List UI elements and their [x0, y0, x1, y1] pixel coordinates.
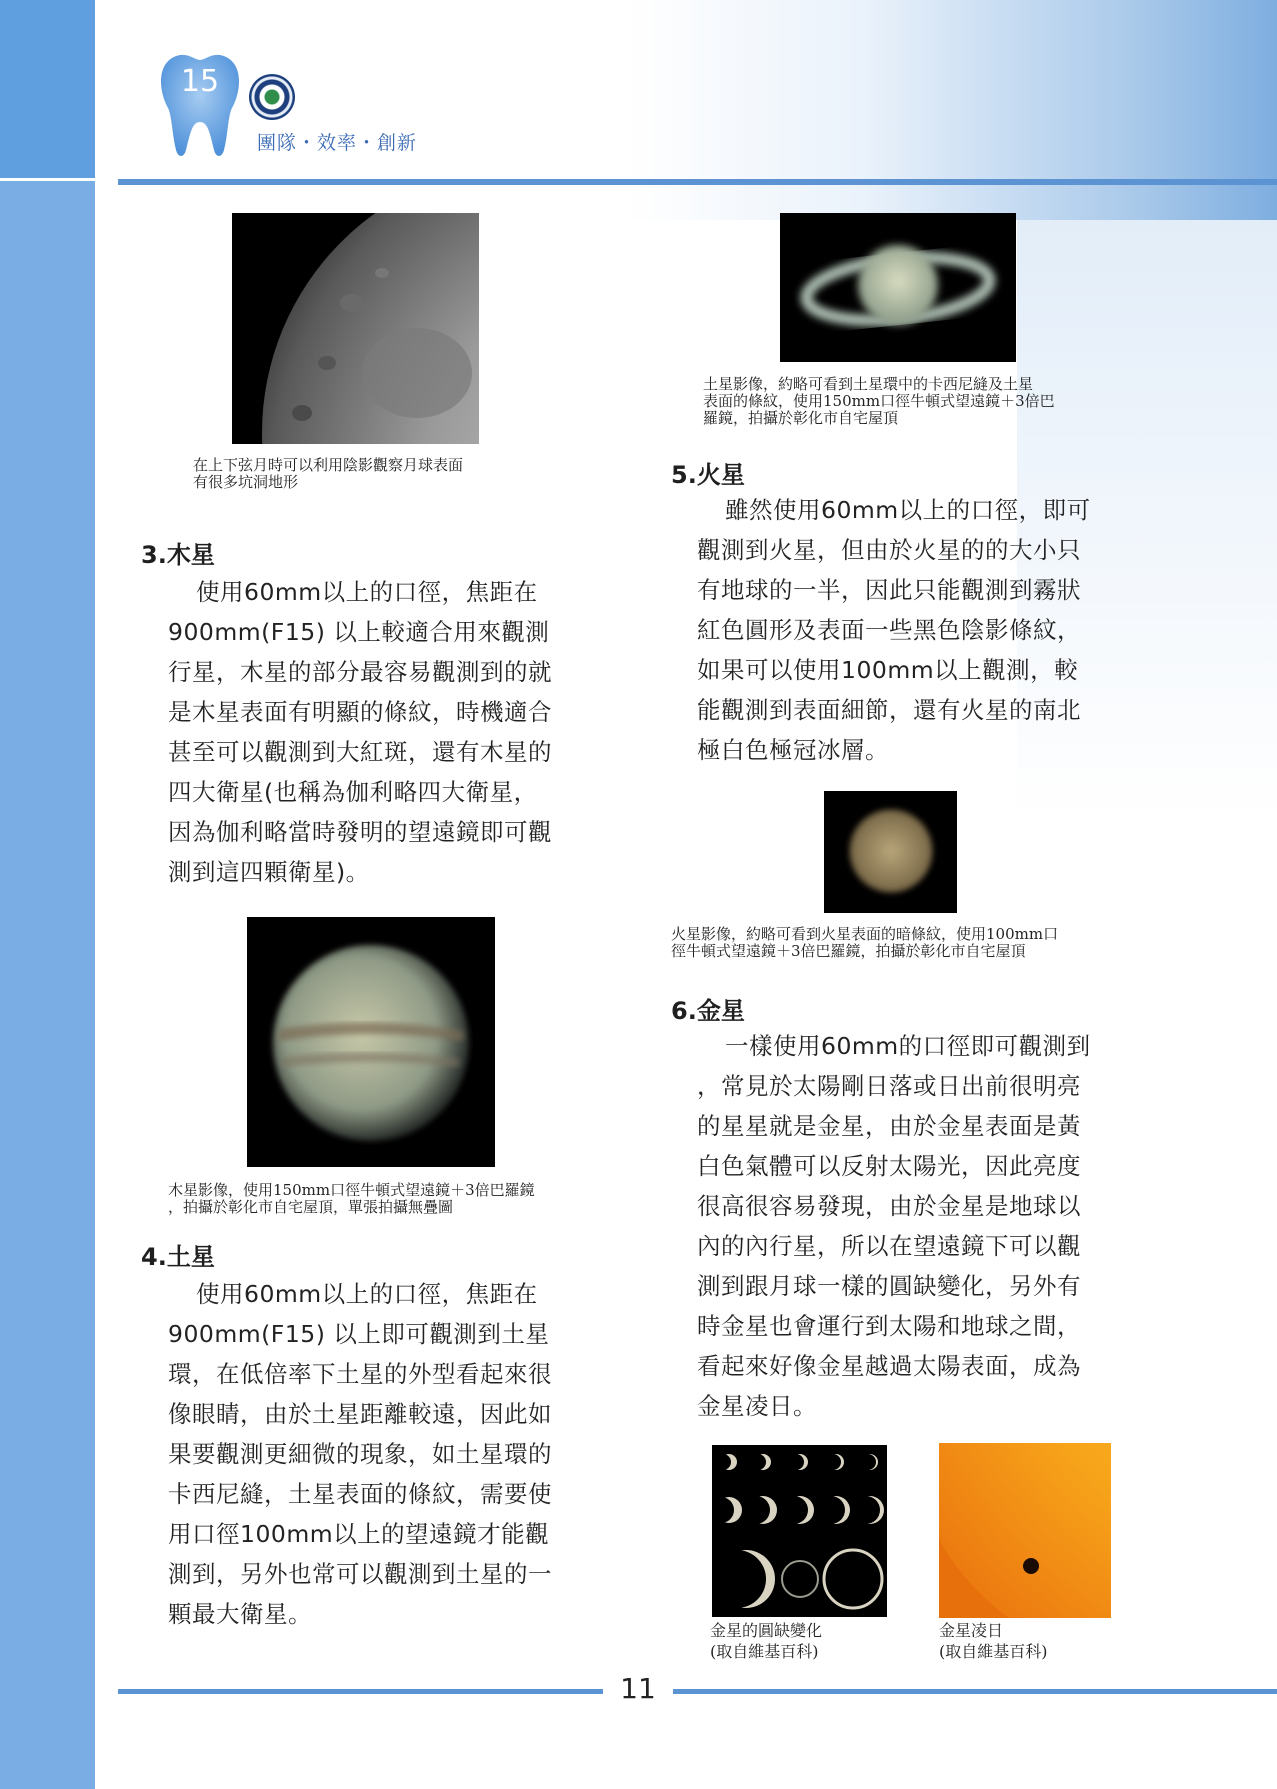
caption-line: 金星凌日: [939, 1621, 1004, 1640]
paragraph-line: 一樣使用60mm的口徑即可觀測到: [725, 1032, 1091, 1060]
caption-line: 徑牛頓式望遠鏡＋3倍巴羅鏡，拍攝於彰化市自宅屋頂: [671, 942, 1026, 960]
caption-line: (取自維基百科): [710, 1642, 819, 1661]
paragraph-line: 觀測到火星，但由於火星的的大小只: [697, 536, 1081, 564]
mars-caption: [671, 926, 1058, 960]
paragraph-line: 金星凌日。: [697, 1392, 817, 1420]
mars-heading: 5.火星: [671, 461, 745, 489]
jupiter-heading: 3.木星: [141, 541, 215, 569]
slogan: 團隊・效率・創新: [257, 132, 418, 154]
paragraph-line: 使用60mm以上的口徑，焦距在: [196, 578, 538, 606]
organization-logo: [249, 74, 295, 120]
paragraph-line: 900mm(F15) 以上較適合用來觀測: [168, 618, 550, 646]
left-margin-band: [0, 0, 95, 1789]
caption-line: 金星的圓缺變化: [710, 1621, 823, 1640]
header-rule: [118, 179, 1277, 185]
paragraph-line: 紅色圓形及表面一些黑色陰影條紋，: [697, 616, 1081, 644]
venus-heading: 6.金星: [671, 997, 745, 1025]
paragraph-line: 像眼睛，由於土星距離較遠，因此如: [168, 1400, 552, 1428]
saturn-caption: [703, 376, 1055, 427]
paragraph-line: 測到跟月球一樣的圓缺變化，另外有: [697, 1272, 1081, 1300]
paragraph-line: 雖然使用60mm以上的口徑，即可: [725, 496, 1091, 524]
paragraph-line: 能觀測到表面細節，還有火星的南北: [697, 696, 1081, 724]
paragraph-line: 顆最大衛星。: [168, 1600, 312, 1628]
saturn-heading: 4.土星: [141, 1243, 215, 1271]
jupiter-photo: [247, 917, 495, 1167]
mars-paragraph: [697, 490, 1091, 770]
caption-line: 火星影像，約略可看到火星表面的暗條紋，使用100mm口: [671, 925, 1059, 943]
paragraph-line: 因為伽利略當時發明的望遠鏡即可觀: [168, 818, 552, 846]
footer-rule-left: [118, 1689, 603, 1694]
mars-photo: [824, 791, 957, 913]
page-number: 11: [620, 1672, 656, 1705]
chapter-number: 15: [180, 64, 220, 99]
paragraph-line: 很高很容易發現，由於金星是地球以: [697, 1192, 1081, 1220]
caption-line: 木星影像，使用150mm口徑牛頓式望遠鏡＋3倍巴羅鏡: [168, 1181, 535, 1199]
jupiter-caption: [168, 1182, 535, 1216]
paragraph-line: 900mm(F15) 以上即可觀測到土星: [168, 1320, 550, 1348]
saturn-paragraph: [168, 1274, 552, 1634]
paragraph-line: 有地球的一半，因此只能觀測到霧狀: [697, 576, 1081, 604]
paragraph-line: 白色氣體可以反射太陽光，因此亮度: [697, 1152, 1081, 1180]
jupiter-paragraph: [168, 572, 552, 892]
paragraph-line: 四大衛星(也稱為伽利略四大衛星，: [168, 778, 538, 806]
paragraph-line: 測到，另外也常可以觀測到土星的一: [168, 1560, 552, 1588]
caption-line: 羅鏡，拍攝於彰化市自宅屋頂: [703, 409, 899, 427]
caption-line: 在上下弦月時可以利用陰影觀察月球表面: [193, 456, 464, 474]
paragraph-line: 卡西尼縫，土星表面的條紋，需要使: [168, 1480, 552, 1508]
footer-rule-right: [673, 1689, 1277, 1694]
venus-phases-caption: [710, 1620, 822, 1662]
paragraph-line: 果要觀測更細微的現象，如土星環的: [168, 1440, 552, 1468]
paragraph-line: 是木星表面有明顯的條紋，時機適合: [168, 698, 552, 726]
caption-line: (取自維基百科): [939, 1642, 1048, 1661]
venus-transit-caption: [939, 1620, 1048, 1662]
caption-line: 表面的條紋，使用150mm口徑牛頓式望遠鏡＋3倍巴: [703, 392, 1055, 410]
caption-line: ，拍攝於彰化市自宅屋頂，單張拍攝無疊圖: [168, 1198, 454, 1216]
venus-paragraph: [697, 1026, 1091, 1426]
venus-transit-photo: [939, 1443, 1111, 1618]
paragraph-line: 如果可以使用100mm以上觀測，較: [697, 656, 1079, 684]
moon-photo: [232, 213, 479, 444]
paragraph-line: 環，在低倍率下土星的外型看起來很: [168, 1360, 552, 1388]
paragraph-line: 的星星就是金星，由於金星表面是黃: [697, 1112, 1081, 1140]
paragraph-line: ，常見於太陽剛日落或日出前很明亮: [697, 1072, 1081, 1100]
paragraph-line: 測到這四顆衛星)。: [168, 858, 370, 886]
paragraph-line: 看起來好像金星越過太陽表面，成為: [697, 1352, 1081, 1380]
paragraph-line: 使用60mm以上的口徑，焦距在: [196, 1280, 538, 1308]
caption-line: 有很多坑洞地形: [193, 473, 299, 491]
saturn-photo: [780, 213, 1016, 362]
paragraph-line: 行星，木星的部分最容易觀測到的就: [168, 658, 552, 686]
caption-line: 土星影像，約略可看到土星環中的卡西尼縫及土星: [703, 375, 1034, 393]
venus-phases-photo: [712, 1445, 887, 1617]
paragraph-line: 時金星也會運行到太陽和地球之間，: [697, 1312, 1081, 1340]
moon-caption: [193, 457, 463, 491]
paragraph-line: 內的內行星，所以在望遠鏡下可以觀: [697, 1232, 1081, 1260]
paragraph-line: 甚至可以觀測到大紅斑，還有木星的: [168, 738, 552, 766]
paragraph-line: 極白色極冠冰層。: [697, 736, 889, 764]
paragraph-line: 用口徑100mm以上的望遠鏡才能觀: [168, 1520, 550, 1548]
